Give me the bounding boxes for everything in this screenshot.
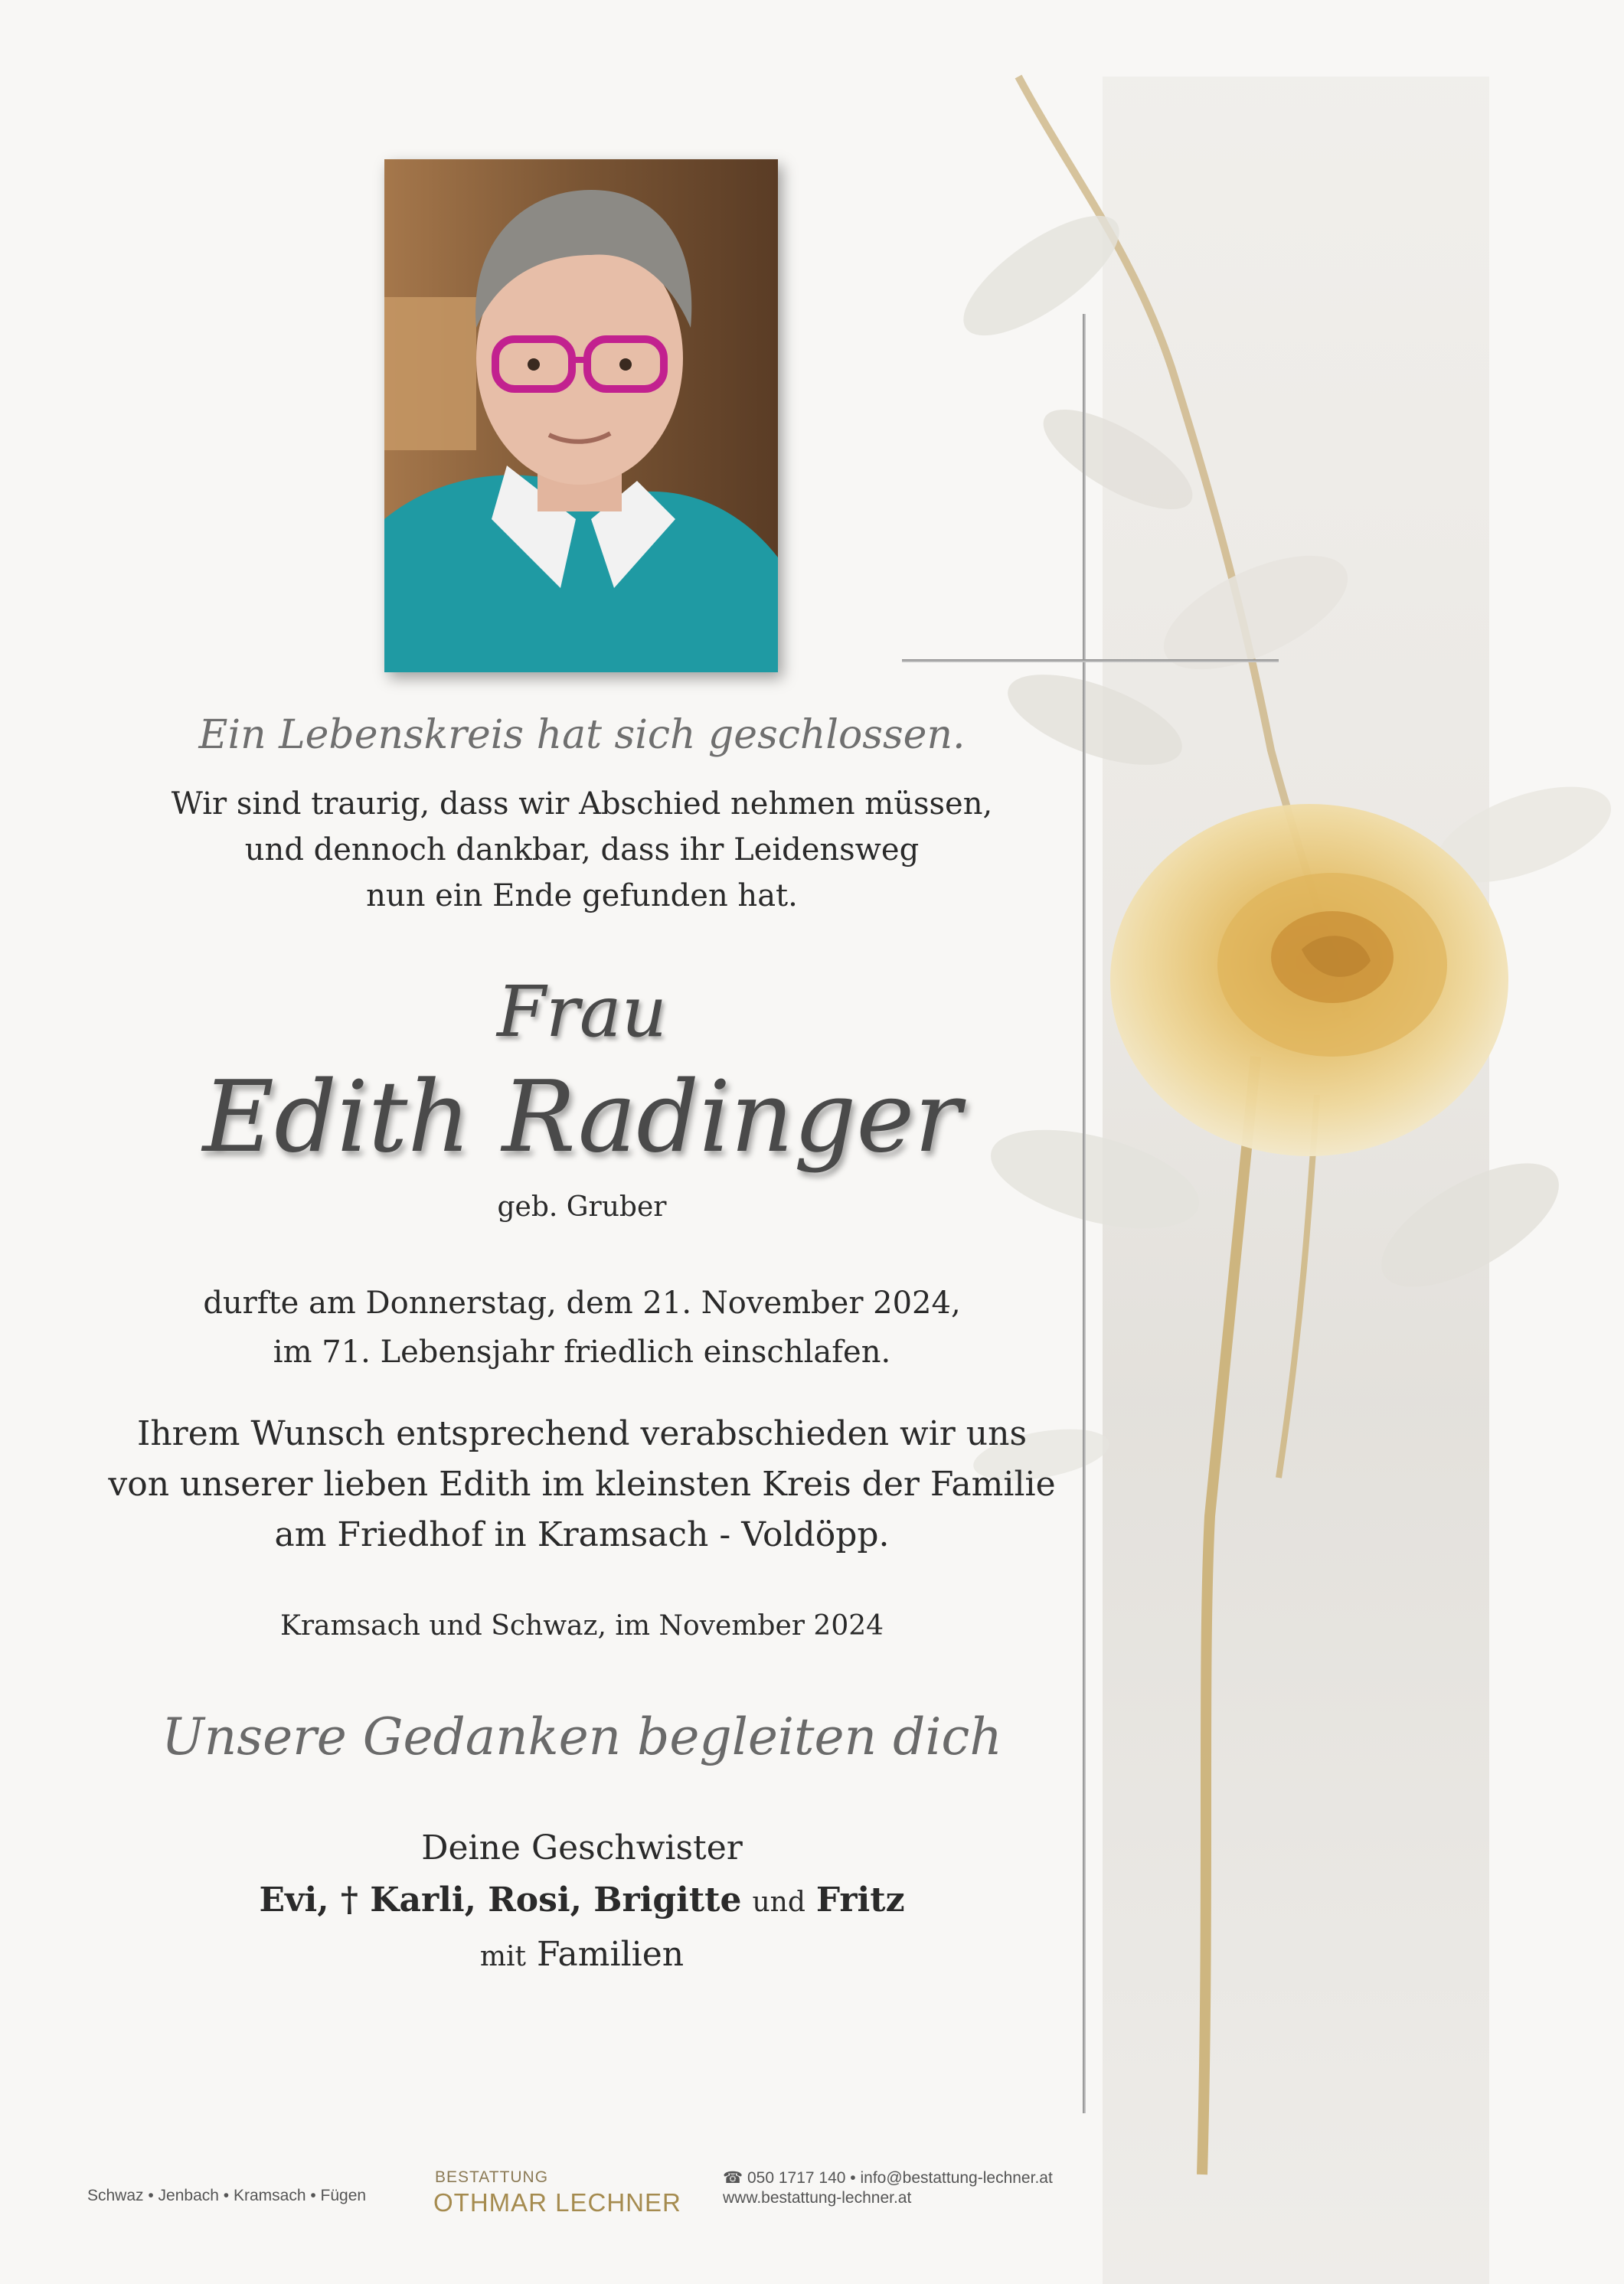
phone-icon[interactable]: ☎ 050 1717 140 • info@bestattung-lechner.at (723, 2169, 1053, 2187)
death-line: durfte am Donnerstag, dem 21. November 2024, (203, 1286, 961, 1321)
motto: Ein Lebenskreis hat sich geschlossen. (198, 712, 966, 758)
salutation: Frau (497, 971, 667, 1053)
family-names-part2: Fritz (815, 1880, 905, 1920)
intro-text (0, 781, 1164, 919)
family-mit: mit (479, 1941, 527, 1972)
intro-line: Wir sind traurig, dass wir Abschied nehmen müssen, (171, 786, 993, 822)
intro-line: nun ein Ende gefunden hat. (366, 878, 798, 913)
funeral-text (0, 1409, 1164, 1560)
cross-icon-bar (902, 659, 1279, 662)
death-text (0, 1279, 1164, 1377)
family-line3 (0, 1929, 1164, 1983)
deceased-name: Edith Radinger (202, 1060, 962, 1175)
funeral-line: von unserer lieben Edith im kleinsten Kreis der Familie (108, 1465, 1056, 1504)
funeral-line: Ihrem Wunsch entsprechend verabschieden wir uns (136, 1414, 1028, 1453)
family-names (0, 1874, 1164, 1929)
footer-web-link[interactable]: www.bestattung-lechner.at (723, 2189, 912, 2207)
birth-name: geb. Gruber (497, 1191, 667, 1223)
intro-line: und dennoch dankbar, dass ihr Leidensweg (244, 832, 920, 868)
footer-contact (723, 2168, 1053, 2208)
family-line1: Deine Geschwister (421, 1828, 743, 1867)
death-line: im 71. Lebensjahr friedlich einschlafen. (273, 1335, 891, 1370)
closing-line: Unsere Gedanken begleiten dich (162, 1707, 1002, 1766)
family-block (0, 1822, 1164, 1983)
family-familien: Familien (537, 1935, 685, 1974)
place-date: Kramsach und Schwaz, im November 2024 (279, 1610, 884, 1642)
portrait-photo (384, 159, 778, 672)
family-names-part1: Evi, † Karli, Rosi, Brigitte (259, 1880, 742, 1920)
family-und: und (752, 1887, 805, 1918)
footer (0, 2159, 1624, 2228)
footer-brand-top: BESTATTUNG (435, 2168, 549, 2186)
funeral-line: am Friedhof in Kramsach - Voldöpp. (274, 1515, 890, 1554)
footer-locations: Schwaz • Jenbach • Kramsach • Fügen (87, 2187, 367, 2204)
footer-brand-main: OTHMAR LECHNER (433, 2188, 681, 2217)
